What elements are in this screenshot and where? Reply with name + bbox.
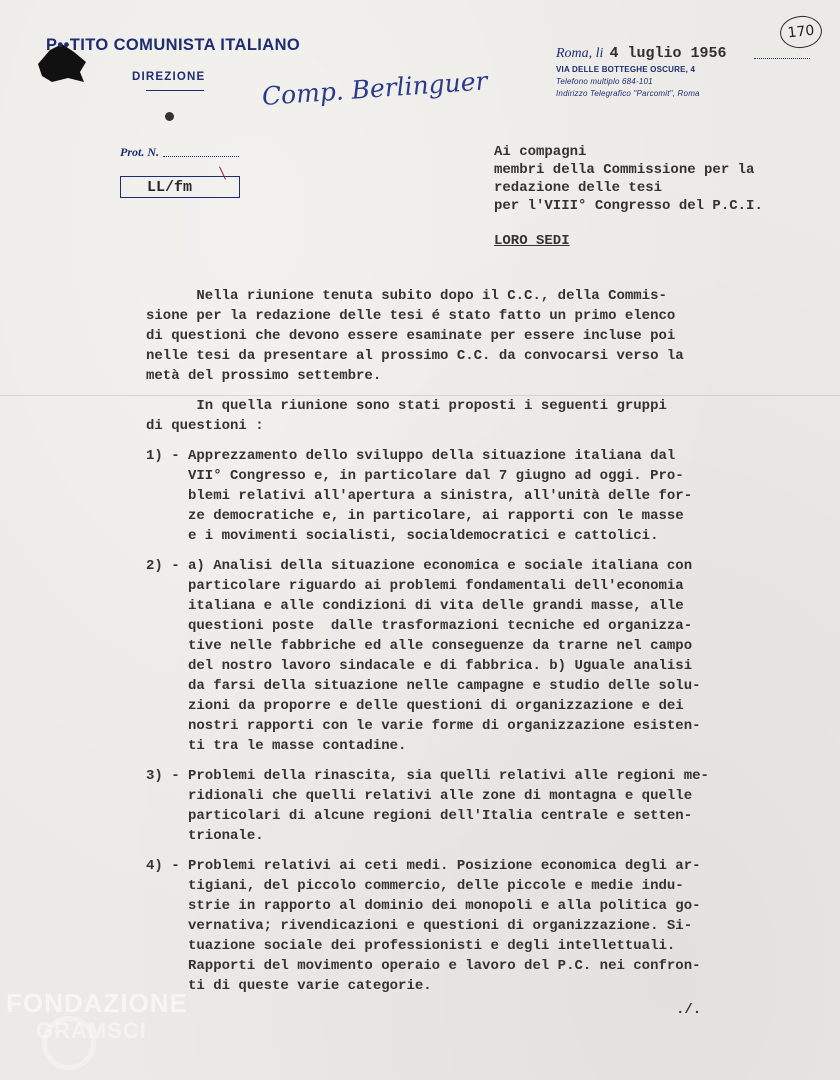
protocol-label: Prot. N. bbox=[120, 145, 159, 159]
recipient-line: membri della Commissione per la bbox=[494, 162, 755, 178]
body-line: di questioni : bbox=[146, 418, 264, 434]
body-line: e i movimenti socialisti, socialdemocratici e cattolici. bbox=[146, 528, 659, 544]
body-line: questioni poste dalle trasformazioni tecniche ed organizza- bbox=[146, 618, 693, 634]
reference-code: LL/fm bbox=[147, 179, 193, 196]
body-line bbox=[146, 846, 709, 856]
body-line: Nella riunione tenuta subito dopo il C.C., della Commis- bbox=[146, 288, 667, 304]
body-line: trionale. bbox=[146, 828, 264, 844]
body-line: di questioni che devono essere esaminate per essere incluse poi bbox=[146, 328, 676, 344]
body-line: tive nelle fabbriche ed alle conseguenze da trarne nel campo bbox=[146, 638, 693, 654]
letterhead-phone: Telefono multiplo 684-101 bbox=[556, 77, 653, 86]
body-line: tigiani, del piccolo commercio, delle piccole e medie indu- bbox=[146, 878, 684, 894]
watermark-line-2: GRAMSCI bbox=[36, 1018, 147, 1043]
body-line bbox=[146, 756, 709, 766]
body-line: blemi relativi all'apertura a sinistra, all'unità delle for- bbox=[146, 488, 693, 504]
recipient-line: Ai compagni bbox=[494, 144, 587, 160]
body-line: particolare riguardo ai problemi fondamentali dell'economia bbox=[146, 578, 684, 594]
body-line: italiana e alle condizioni di vita delle grandi masse, alle bbox=[146, 598, 684, 614]
recipient-line: redazione delle tesi bbox=[494, 180, 663, 196]
place-and-date bbox=[556, 45, 726, 62]
letter-body bbox=[146, 286, 709, 996]
body-line: vernativa; rivendicazioni e questioni di organizzazione. Si- bbox=[146, 918, 693, 934]
body-line: ti di queste varie categorie. bbox=[146, 978, 432, 994]
body-line: particolari di alcune regioni dell'Italia centrale e setten- bbox=[146, 808, 693, 824]
continuation-mark: ./. bbox=[676, 1002, 702, 1018]
recipient-line: per l'VIII° Congresso del P.C.I. bbox=[494, 198, 763, 214]
body-line: zioni da proporre e delle questioni di organizzazione e dei bbox=[146, 698, 684, 714]
letterhead-rule bbox=[146, 90, 204, 91]
date-dotted-line bbox=[754, 58, 810, 59]
place-label: Roma, li bbox=[556, 46, 604, 61]
body-line: del nostro lavoro sindacale e di fabbrica. b) Uguale analisi bbox=[146, 658, 693, 674]
protocol-dotted-line bbox=[163, 156, 239, 157]
body-line: ti tra le masse contadine. bbox=[146, 738, 407, 754]
letterhead-party-name: P••TITO COMUNISTA ITALIANO bbox=[46, 36, 301, 54]
recipients-location: LORO SEDI bbox=[494, 233, 570, 249]
body-line: ze democratiche e, in particolare, ai rapporti con le masse bbox=[146, 508, 684, 524]
body-line: nelle tesi da presentare al prossimo C.C. da convocarsi verso la bbox=[146, 348, 684, 364]
watermark-line-1: FONDAZIONE bbox=[6, 988, 188, 1018]
body-line bbox=[146, 436, 709, 446]
recipients-block bbox=[494, 143, 763, 215]
body-line: Rapporti del movimento operaio e lavoro del P.C. nei confron- bbox=[146, 958, 701, 974]
ink-blot bbox=[165, 112, 174, 121]
handwritten-note: Comp. Berlinguer bbox=[260, 66, 489, 111]
body-line: ridionali che quelli relativi alle zone di montagna e quelle bbox=[146, 788, 693, 804]
letterhead-department: DIREZIONE bbox=[132, 71, 206, 83]
body-line: tuazione sociale dei professionisti e degli intellettuali. bbox=[146, 938, 676, 954]
body-line: 4) - Problemi relativi ai ceti medi. Posizione economica degli ar- bbox=[146, 858, 701, 874]
letterhead-telegraph: Indirizzo Telegrafico "Parcomit", Roma bbox=[556, 89, 700, 98]
body-line: strie in rapporto al dominio dei monopoli e alla politica go- bbox=[146, 898, 701, 914]
body-line: da farsi della situazione nelle campagne e studio delle solu- bbox=[146, 678, 701, 694]
page-number-stamp: 170 bbox=[778, 14, 823, 50]
body-line: 3) - Problemi della rinascita, sia quelli relativi alle regioni me- bbox=[146, 768, 709, 784]
body-line: nostri rapporti con le varie forme di organizzazione esisten- bbox=[146, 718, 701, 734]
body-line: metà del prossimo settembre. bbox=[146, 368, 382, 384]
body-line: sione per la redazione delle tesi é stato fatto un primo elenco bbox=[146, 308, 676, 324]
body-line bbox=[146, 386, 709, 396]
body-line: 2) - a) Analisi della situazione economica e sociale italiana con bbox=[146, 558, 693, 574]
body-line: VII° Congresso e, in particolare dal 7 giugno ad oggi. Pro- bbox=[146, 468, 684, 484]
letter-date: 4 luglio 1956 bbox=[609, 45, 727, 62]
body-line: In quella riunione sono stati proposti i seguenti gruppi bbox=[146, 398, 667, 414]
letterhead-address: VIA DELLE BOTTEGHE OSCURE, 4 bbox=[556, 65, 696, 74]
body-line bbox=[146, 546, 709, 556]
body-line: 1) - Apprezzamento dello sviluppo della situazione italiana dal bbox=[146, 448, 676, 464]
